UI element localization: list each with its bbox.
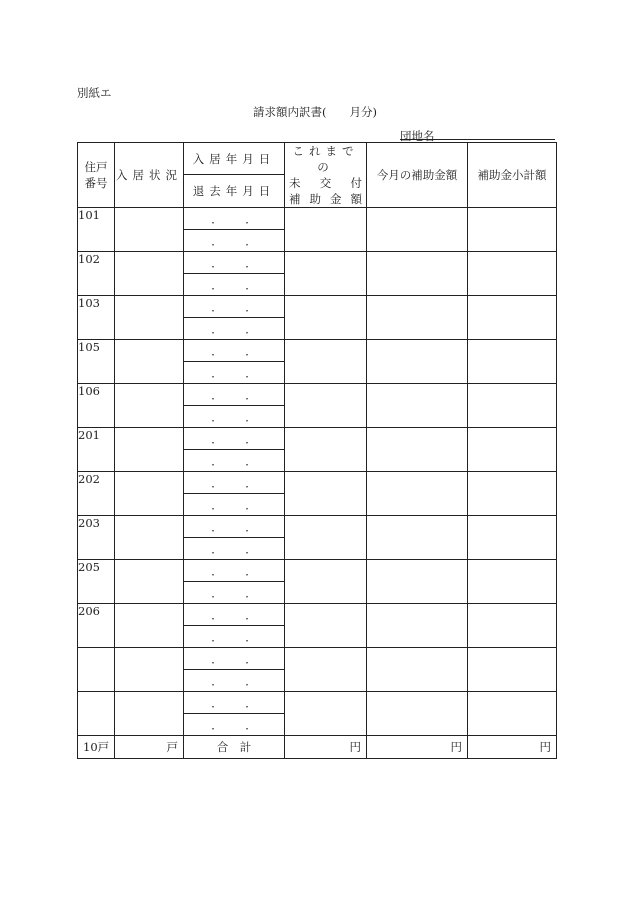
date-separator: ． [245, 277, 257, 292]
subsidy-subtotal-cell[interactable] [468, 340, 557, 384]
date-separator: ． [211, 695, 223, 710]
move-in-date-cell[interactable] [184, 252, 285, 274]
date-separator: ． [211, 343, 223, 358]
header-subsidy-subtotal: 補助金小計額 [468, 143, 557, 208]
subsidy-subtotal-cell[interactable] [468, 692, 557, 736]
date-separator: ． [245, 299, 257, 314]
move-in-date-cell[interactable] [184, 604, 285, 626]
header-occupancy-status: 入居状況 [115, 143, 184, 208]
occupancy-status-cell[interactable] [115, 560, 184, 604]
occupancy-status-cell[interactable] [115, 472, 184, 516]
move-out-date-cell[interactable] [184, 450, 285, 472]
table-row [78, 252, 557, 274]
total-label-cell: 合 計 [184, 736, 285, 759]
room-number-cell[interactable]: 206 [78, 604, 115, 648]
unpaid-subsidy-cell[interactable] [285, 604, 367, 648]
subsidy-subtotal-cell[interactable] [468, 296, 557, 340]
room-number-cell[interactable]: 205 [78, 560, 115, 604]
date-separator: ． [211, 277, 223, 292]
date-separator: ． [245, 695, 257, 710]
unpaid-subsidy-cell[interactable] [285, 560, 367, 604]
monthly-subsidy-cell[interactable] [367, 428, 468, 472]
date-separator: ． [245, 431, 257, 446]
subsidy-subtotal-cell[interactable] [468, 516, 557, 560]
date-separator: ． [245, 651, 257, 666]
date-separator: ． [211, 387, 223, 402]
unpaid-line3: 補 助 金 額 [289, 192, 362, 206]
unpaid-subsidy-cell[interactable] [285, 252, 367, 296]
occupancy-status-cell[interactable] [115, 516, 184, 560]
units-count-cell[interactable]: 10戸 [78, 736, 115, 759]
occupancy-status-cell[interactable] [115, 384, 184, 428]
date-separator: ． [211, 233, 223, 248]
date-separator: ． [245, 673, 257, 688]
unpaid-subsidy-cell[interactable] [285, 516, 367, 560]
subsidy-subtotal-cell[interactable] [468, 208, 557, 252]
monthly-subsidy-cell[interactable] [367, 252, 468, 296]
occupancy-status-cell[interactable] [115, 428, 184, 472]
date-separator: ． [245, 233, 257, 248]
date-separator: ． [211, 431, 223, 446]
monthly-subsidy-cell[interactable] [367, 384, 468, 428]
date-separator: ． [245, 409, 257, 424]
room-number-cell[interactable]: 105 [78, 340, 115, 384]
move-in-date-cell[interactable] [184, 472, 285, 494]
date-separator: ． [245, 321, 257, 336]
date-separator: ． [245, 365, 257, 380]
subsidy-subtotal-cell[interactable] [468, 560, 557, 604]
date-separator: ． [211, 211, 223, 226]
date-separator: ． [211, 717, 223, 732]
room-number-cell[interactable]: 201 [78, 428, 115, 472]
move-out-date-cell[interactable] [184, 494, 285, 516]
date-separator: ． [245, 629, 257, 644]
move-in-date-cell[interactable] [184, 560, 285, 582]
room-number-cell[interactable] [78, 692, 115, 736]
monthly-subsidy-cell[interactable] [367, 648, 468, 692]
date-separator: ． [245, 717, 257, 732]
table-row [78, 384, 557, 406]
move-out-date-cell[interactable] [184, 582, 285, 604]
header-monthly-subsidy: 今月の補助金額 [367, 143, 468, 208]
move-out-date-cell[interactable] [184, 274, 285, 296]
date-separator: ． [211, 541, 223, 556]
room-number-cell[interactable]: 106 [78, 384, 115, 428]
date-separator: ． [245, 387, 257, 402]
header-room-number: 住戸 番号 [78, 143, 115, 208]
date-separator: ． [245, 211, 257, 226]
date-separator: ． [211, 497, 223, 512]
move-out-date-cell[interactable] [184, 318, 285, 340]
date-separator: ． [245, 607, 257, 622]
table-row [78, 516, 557, 538]
table-row [78, 340, 557, 362]
table-row [78, 604, 557, 626]
date-separator: ． [245, 475, 257, 490]
subsidy-subtotal-cell[interactable] [468, 384, 557, 428]
subsidy-subtotal-cell[interactable] [468, 428, 557, 472]
date-separator: ． [245, 541, 257, 556]
move-in-date-cell[interactable] [184, 296, 285, 318]
occupancy-status-cell[interactable] [115, 648, 184, 692]
date-separator: ． [211, 255, 223, 270]
monthly-subsidy-cell[interactable] [367, 472, 468, 516]
move-out-date-cell[interactable] [184, 230, 285, 252]
header-unpaid-subsidy [285, 143, 367, 208]
unpaid-subsidy-cell[interactable] [285, 296, 367, 340]
date-separator: ． [245, 453, 257, 468]
date-separator: ． [245, 343, 257, 358]
move-out-date-cell[interactable] [184, 362, 285, 384]
date-separator: ． [211, 519, 223, 534]
move-in-date-cell[interactable] [184, 692, 285, 714]
header-move-out-date: 退去年月日 [184, 175, 285, 208]
room-number-cell[interactable] [78, 648, 115, 692]
occupancy-status-cell[interactable] [115, 296, 184, 340]
move-in-date-cell[interactable] [184, 340, 285, 362]
move-in-date-cell[interactable] [184, 516, 285, 538]
date-separator: ． [245, 585, 257, 600]
monthly-subsidy-cell[interactable] [367, 340, 468, 384]
unpaid-subsidy-cell[interactable] [285, 472, 367, 516]
date-separator: ． [211, 563, 223, 578]
monthly-subsidy-cell[interactable] [367, 208, 468, 252]
date-separator: ． [211, 453, 223, 468]
date-separator: ． [211, 651, 223, 666]
move-out-date-cell[interactable] [184, 538, 285, 560]
date-separator: ． [245, 497, 257, 512]
room-number-cell[interactable]: 102 [78, 252, 115, 296]
unpaid-subsidy-cell[interactable] [285, 340, 367, 384]
date-separator: ． [211, 629, 223, 644]
unpaid-line2: 未 交 付 [289, 176, 362, 190]
monthly-subsidy-cell[interactable] [367, 560, 468, 604]
unpaid-total-cell[interactable]: 円 [285, 736, 367, 759]
date-separator: ． [211, 585, 223, 600]
monthly-subsidy-cell[interactable] [367, 692, 468, 736]
subsidy-subtotal-cell[interactable] [468, 604, 557, 648]
room-number-cell[interactable]: 203 [78, 516, 115, 560]
monthly-total-cell[interactable]: 円 [367, 736, 468, 759]
table-row [78, 472, 557, 494]
date-separator: ． [245, 255, 257, 270]
unpaid-subsidy-cell[interactable] [285, 692, 367, 736]
attachment-label: 別紙エ [77, 86, 112, 100]
subsidy-subtotal-cell[interactable] [468, 252, 557, 296]
date-separator: ． [211, 607, 223, 622]
header-row [78, 143, 557, 175]
unpaid-subsidy-cell[interactable] [285, 648, 367, 692]
total-row [78, 736, 557, 759]
table-row [78, 560, 557, 582]
room-number-cell[interactable]: 101 [78, 208, 115, 252]
monthly-subsidy-cell[interactable] [367, 604, 468, 648]
move-in-date-cell[interactable] [184, 208, 285, 230]
occupancy-status-cell[interactable] [115, 692, 184, 736]
date-separator: ． [211, 365, 223, 380]
move-out-date-cell[interactable] [184, 626, 285, 648]
units-suffix-cell[interactable]: 戸 [115, 736, 184, 759]
occupancy-status-cell[interactable] [115, 340, 184, 384]
date-separator: ． [211, 409, 223, 424]
table-row [78, 208, 557, 230]
date-separator: ． [211, 321, 223, 336]
date-separator: ． [211, 673, 223, 688]
table-row [78, 296, 557, 318]
date-separator: ． [211, 475, 223, 490]
subtotal-total-cell[interactable]: 円 [468, 736, 557, 759]
complex-name-field[interactable] [400, 125, 555, 143]
move-out-date-cell[interactable] [184, 714, 285, 736]
table-row [78, 428, 557, 450]
move-in-date-cell[interactable] [184, 428, 285, 450]
unpaid-line1: これまでの [292, 144, 359, 174]
monthly-subsidy-cell[interactable] [367, 296, 468, 340]
header-move-in-date: 入居年月日 [184, 143, 285, 175]
move-in-date-cell[interactable] [184, 648, 285, 670]
occupancy-status-cell[interactable] [115, 252, 184, 296]
unpaid-subsidy-cell[interactable] [285, 208, 367, 252]
occupancy-status-cell[interactable] [115, 604, 184, 648]
move-out-date-cell[interactable] [184, 670, 285, 692]
occupancy-status-cell[interactable] [115, 208, 184, 252]
unpaid-subsidy-cell[interactable] [285, 428, 367, 472]
date-separator: ． [245, 563, 257, 578]
move-out-date-cell[interactable] [184, 406, 285, 428]
date-separator: ． [245, 519, 257, 534]
complex-name-label: 団地名 [400, 129, 435, 143]
room-number-cell[interactable]: 202 [78, 472, 115, 516]
unpaid-subsidy-cell[interactable] [285, 384, 367, 428]
claim-breakdown-table [77, 142, 557, 759]
room-number-cell[interactable]: 103 [78, 296, 115, 340]
subsidy-subtotal-cell[interactable] [468, 648, 557, 692]
date-separator: ． [211, 299, 223, 314]
table-row [78, 692, 557, 714]
subsidy-subtotal-cell[interactable] [468, 472, 557, 516]
table-row [78, 648, 557, 670]
monthly-subsidy-cell[interactable] [367, 516, 468, 560]
move-in-date-cell[interactable] [184, 384, 285, 406]
document-title: 請求額内訳書( 月分) [253, 105, 377, 119]
